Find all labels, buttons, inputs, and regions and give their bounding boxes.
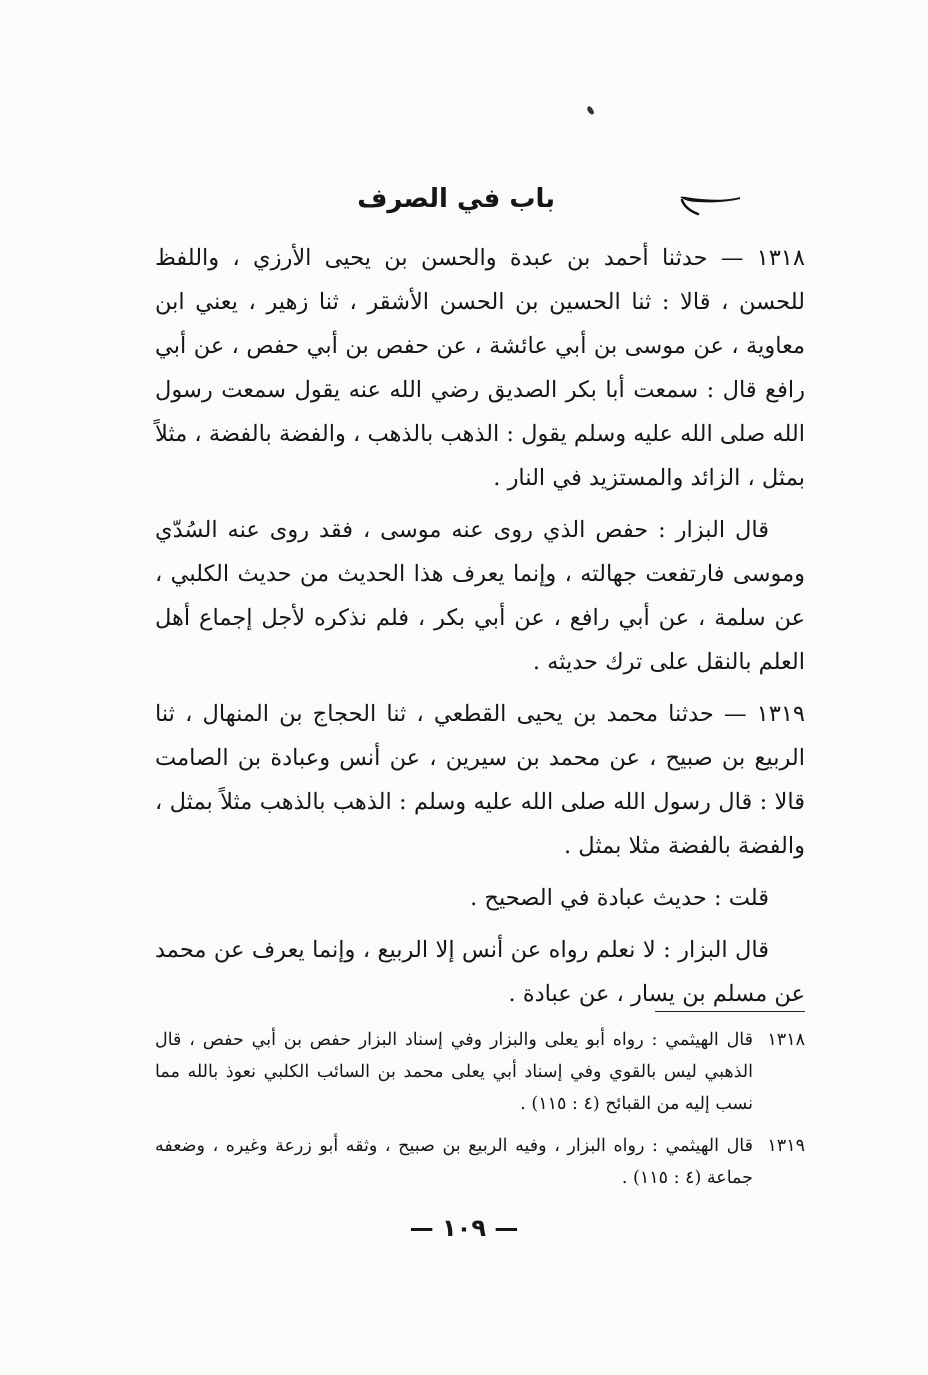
footnote-text: قال الهيثمي : رواه البزار ، وفيه الربيع بن صبيح ، وثقه أبو زرعة وغيره ، وضعفه جماعة (٤ : ١١٥) . (155, 1136, 753, 1188)
main-text (155, 236, 805, 1024)
hadith-text: حدثنا محمد بن يحيى القطعي ، ثنا الحجاج بن المنهال ، ثنا الربيع بن صبيح ، عن محمد بن سيرين ، عن أنس وعبادة بن الصامت قالا : قال رسول الله صلى الله عليه وسلم : الذهب بالذهب مثلاً بمثل ، والفضة بالفضة مثلا بمثل . (155, 701, 805, 859)
hadith-1319 (155, 692, 805, 868)
hadith-1318 (155, 236, 805, 500)
comment-text: قال البزار : لا نعلم رواه عن أنس إلا الربيع ، وإنما يعرف عن محمد عن مسلم بن يسار ، عن عبادة . (155, 937, 805, 1007)
chapter-heading (150, 180, 800, 226)
footnote-number: ١٣١٩ (767, 1136, 805, 1156)
hadith-number: ١٣١٨ — (720, 245, 805, 271)
hadith-text: حدثنا أحمد بن عبدة والحسن بن يحيى الأرزي ، واللفظ للحسن ، قالا : ثنا الحسين بن الحسن الأشقر ، ثنا زهير ، يعني ابن معاوية ، عن موسى بن أبي عائشة ، عن حفص بن أبي حفص ، عن أبي رافع قال : سمعت أبا بكر الصديق رضي الله عنه يقول سمعت رسول الله صلى الله عليه وسلم يقول : الذهب بالذهب ، والفضة بالفضة ، مثلاً بمثل ، الزائد والمستزيد في النار . (155, 245, 805, 491)
footnote-number: ١٣١٨ (767, 1030, 805, 1050)
note-text: قلت : حديث عبادة في الصحيح . (470, 885, 769, 911)
footnote-1319 (155, 1130, 805, 1194)
page-number: — ١٠٩ — (409, 1214, 519, 1242)
footnotes (155, 1024, 805, 1204)
author-note (155, 876, 805, 920)
chapter-title: باب في الصرف (357, 184, 555, 214)
bazzar-comment-2 (155, 928, 805, 1016)
hadith-number: ١٣١٩ — (724, 701, 806, 727)
footnote-text: قال الهيثمي : رواه أبو يعلى والبزار وفي إسناد البزار حفص بن أبي حفص ، قال الذهبي ليس بالقوي وفي إسناد أبي يعلى محمد بن السائب الكلبي نعوذ بالله مما نسب إليه من القبائح (٤ : ١١٥) . (155, 1030, 753, 1114)
ink-speck (586, 105, 595, 115)
bazzar-comment-1 (155, 508, 805, 684)
heading-ornament-icon (678, 188, 742, 216)
footnote-separator (655, 1011, 805, 1012)
footnote-1318 (155, 1024, 805, 1120)
comment-text: قال البزار : حفص الذي روى عنه موسى ، فقد روى عنه السُدّي وموسى فارتفعت جهالته ، وإنما يعرف هذا الحديث من حديث الكلبي ، عن سلمة ، عن أبي رافع ، عن أبي بكر ، فلم نذكره لأجل إجماع أهل العلم بالنقل على ترك حديثه . (155, 517, 805, 675)
